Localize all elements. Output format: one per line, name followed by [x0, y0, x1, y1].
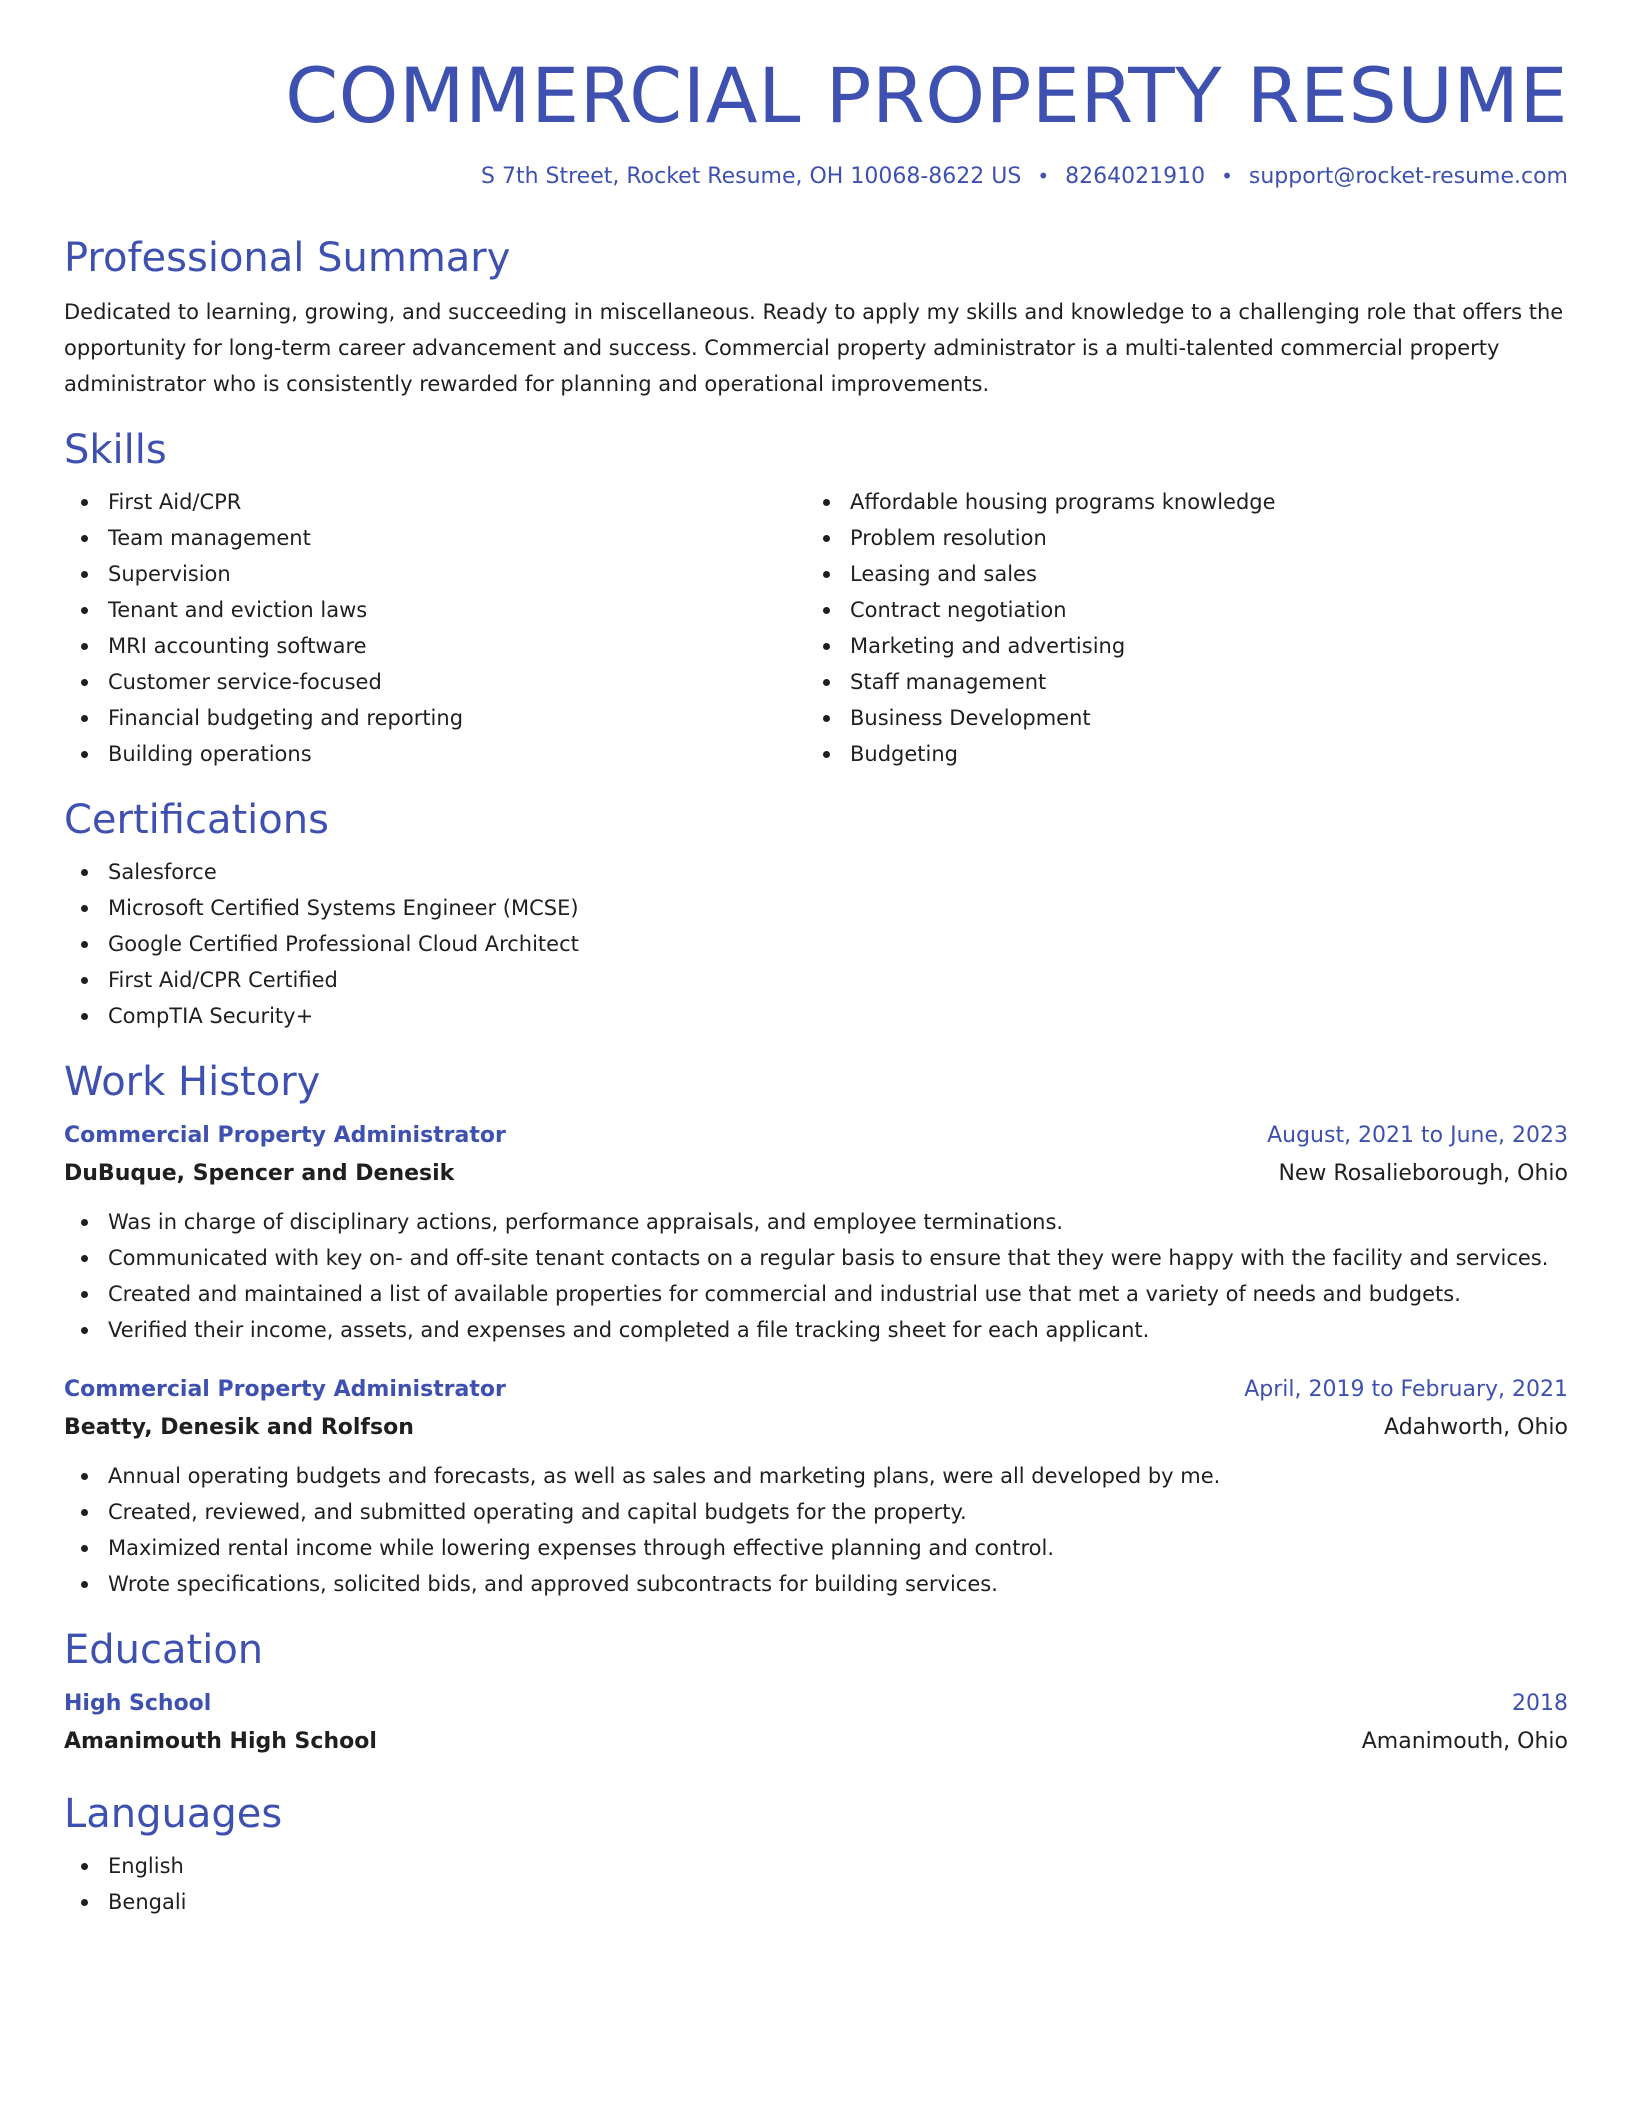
skill-item: Tenant and eviction laws	[64, 592, 806, 628]
job-company: Beatty, Denesik and Rolfson	[64, 1415, 414, 1441]
skills-list-right	[806, 484, 1548, 772]
languages-list	[64, 1848, 1568, 1920]
job-title: Commercial Property Administrator	[64, 1377, 506, 1403]
job-header-row	[64, 1372, 1568, 1408]
job-dates: April, 2019 to February, 2021	[1244, 1377, 1568, 1403]
job-company-row	[64, 1408, 1568, 1448]
skill-item: First Aid/CPR	[64, 484, 806, 520]
education-year: 2018	[1512, 1691, 1568, 1717]
skills-heading: Skills	[64, 427, 167, 474]
contact-separator: •	[1221, 164, 1233, 189]
education-section	[64, 1626, 1568, 1762]
contact-address: S 7th Street, Rocket Resume, OH 10068-8622 US	[480, 164, 1022, 190]
certifications-heading: Certifications	[64, 797, 329, 844]
job-entry	[64, 1372, 1568, 1602]
job-location: Adahworth, Ohio	[1384, 1415, 1568, 1441]
job-bullet: Was in charge of disciplinary actions, performance appraisals, and employee terminations.	[64, 1204, 1568, 1240]
job-location: New Rosalieborough, Ohio	[1278, 1161, 1568, 1187]
skill-item: Team management	[64, 520, 806, 556]
skill-item: Building operations	[64, 736, 806, 772]
job-bullet: Wrote specifications, solicited bids, and approved subcontracts for building services.	[64, 1566, 1568, 1602]
summary-text: Dedicated to learning, growing, and succeeding in miscellaneous. Ready to apply my skills and knowledge to a challenging role that offers the opportunity for long-term career advancement and success. Commercial property administrator is a multi-talented commercial property administrator who is consistently rewarded for planning and operational improvements.	[64, 300, 1564, 397]
certifications-section	[64, 796, 1568, 1034]
summary-section	[64, 234, 1568, 402]
job-bullet: Annual operating budgets and forecasts, as well as sales and marketing plans, were all developed by me.	[64, 1458, 1568, 1494]
job-company-row	[64, 1154, 1568, 1194]
job-header-row	[64, 1118, 1568, 1154]
job-bullet: Communicated with key on- and off-site tenant contacts on a regular basis to ensure that they were happy with the facility and services.	[64, 1240, 1568, 1276]
languages-section	[64, 1790, 1568, 1920]
job-dates: August, 2021 to June, 2023	[1267, 1123, 1568, 1149]
certification-item: Salesforce	[64, 854, 1568, 890]
work-heading: Work History	[64, 1059, 321, 1106]
certification-item: Google Certified Professional Cloud Architect	[64, 926, 1568, 962]
languages-heading: Languages	[64, 1791, 283, 1838]
job-bullet: Maximized rental income while lowering expenses through effective planning and control.	[64, 1530, 1568, 1566]
skills-list-left	[64, 484, 806, 772]
language-item: Bengali	[64, 1884, 1568, 1920]
skill-item: Business Development	[806, 700, 1548, 736]
contact-separator: •	[1037, 164, 1050, 189]
skill-item: MRI accounting software	[64, 628, 806, 664]
skill-item: Contract negotiation	[806, 592, 1548, 628]
summary-heading: Professional Summary	[64, 235, 511, 282]
job-company: DuBuque, Spencer and Denesik	[64, 1161, 455, 1187]
skill-item: Staff management	[806, 664, 1548, 700]
job-bullet: Created and maintained a list of available properties for commercial and industrial use that met a variety of needs and budgets.	[64, 1276, 1568, 1312]
certification-item: First Aid/CPR Certified	[64, 962, 1568, 998]
skill-item: Marketing and advertising	[806, 628, 1548, 664]
work-section	[64, 1058, 1568, 1602]
education-heading: Education	[64, 1627, 264, 1674]
skill-item: Leasing and sales	[806, 556, 1548, 592]
resume-page	[64, 52, 1568, 1920]
job-entry	[64, 1118, 1568, 1348]
education-school: Amanimouth High School	[64, 1729, 377, 1755]
skill-item: Budgeting	[806, 736, 1548, 772]
job-bullet: Verified their income, assets, and expenses and completed a file tracking sheet for each applicant.	[64, 1312, 1568, 1348]
contact-email[interactable]: support@rocket-resume.com	[1248, 164, 1568, 190]
education-header-row	[64, 1686, 1568, 1722]
resume-title: COMMERCIAL PROPERTY RESUME	[285, 51, 1568, 140]
skills-grid	[64, 474, 1568, 772]
contact-phone: 8264021910	[1065, 164, 1206, 190]
skill-item: Customer service-focused	[64, 664, 806, 700]
skills-section	[64, 426, 1568, 772]
education-school-row	[64, 1722, 1568, 1762]
skill-item: Financial budgeting and reporting	[64, 700, 806, 736]
job-bullets	[64, 1458, 1568, 1602]
certifications-list	[64, 854, 1568, 1034]
certification-item: CompTIA Security+	[64, 998, 1568, 1034]
job-bullet: Created, reviewed, and submitted operating and capital budgets for the property.	[64, 1494, 1568, 1530]
language-item: English	[64, 1848, 1568, 1884]
education-degree: High School	[64, 1691, 212, 1717]
skill-item: Affordable housing programs knowledge	[806, 484, 1548, 520]
job-bullets	[64, 1204, 1568, 1348]
contact-line	[64, 161, 1568, 192]
skill-item: Problem resolution	[806, 520, 1548, 556]
skill-item: Supervision	[64, 556, 806, 592]
job-title: Commercial Property Administrator	[64, 1123, 506, 1149]
education-location: Amanimouth, Ohio	[1361, 1729, 1568, 1755]
certification-item: Microsoft Certified Systems Engineer (MCSE)	[64, 890, 1568, 926]
